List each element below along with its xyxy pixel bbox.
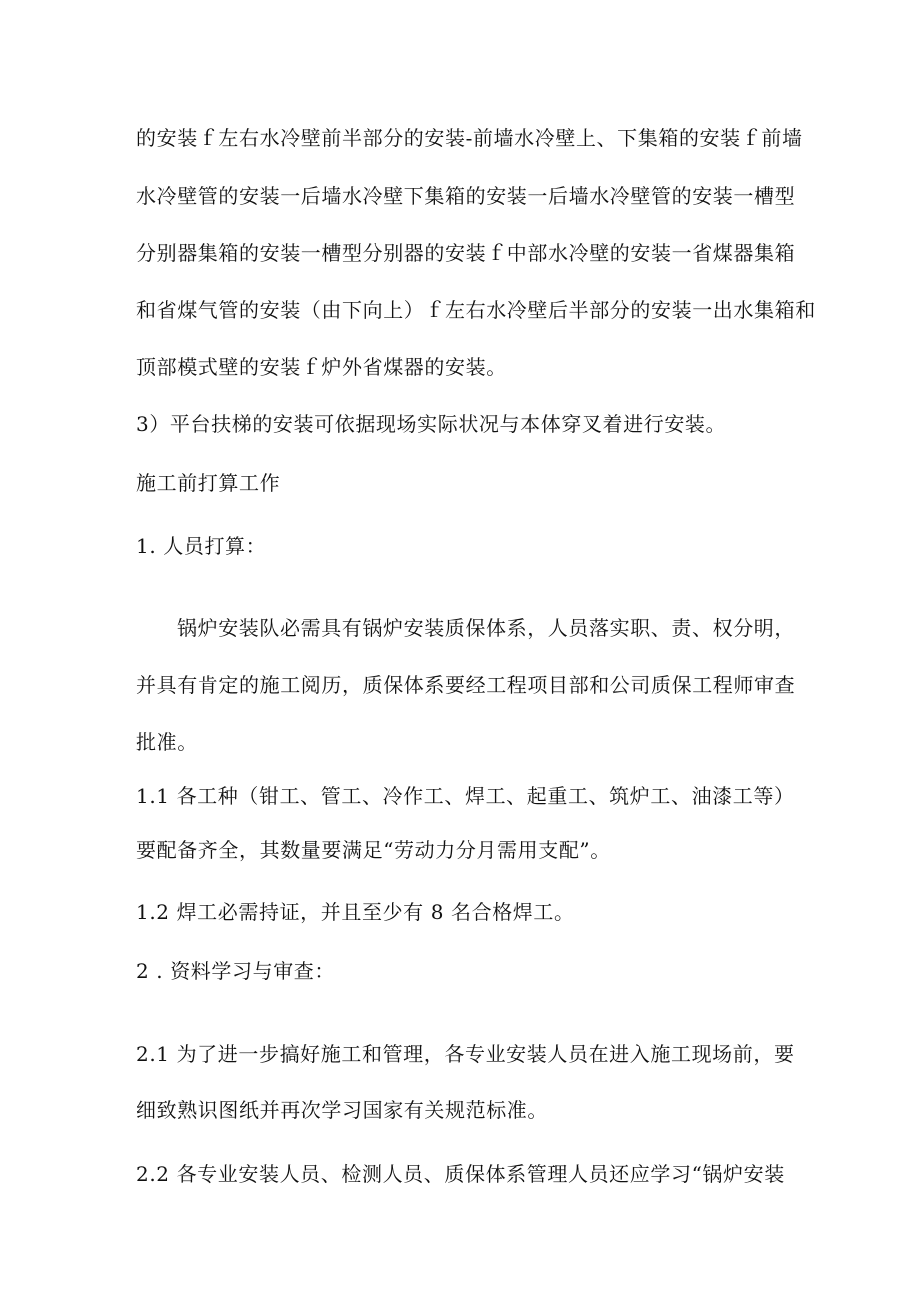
list-item-1-2: 1.2 焊工必需持证，并且至少有 8 名合格焊工。 <box>136 900 575 924</box>
list-item-1-1: 1.1 各工种（钳工、管工、冷作工、焊工、起重工、筑炉工、油漆工等） <box>136 784 795 808</box>
paragraph-line: 水冷壁管的安装一后墙水冷壁下集箱的安装一后墙水冷壁管的安装一槽型 <box>136 184 796 208</box>
paragraph-line: 顶部模式壁的安装ｆ炉外省煤器的安装。 <box>136 355 507 379</box>
list-item-1-1-cont: 要配备齐全，其数量要满足“劳动力分月需用支配”。 <box>136 838 611 862</box>
paragraph-line: 的安装ｆ左右水冷壁前半部分的安装-前墙水冷壁上、下集箱的安装ｆ前墙 <box>136 126 803 150</box>
paragraph-line: 分别器集箱的安装一槽型分别器的安装ｆ中部水冷壁的安装一省煤器集箱 <box>136 241 796 265</box>
list-item-2-1-cont: 细致熟识图纸并再次学习国家有关规范标准。 <box>136 1098 548 1122</box>
list-item-3: 3）平台扶梯的安装可依据现场实际状况与本体穿叉着进行安装。 <box>136 412 727 436</box>
section-title: 施工前打算工作 <box>136 471 281 495</box>
body-line: 锅炉安装队必需具有锅炉安装质保体系，人员落实职、责、权分明， <box>177 616 795 640</box>
subsection-title-personnel: 1. 人员打算： <box>136 534 267 558</box>
list-item-2-1: 2.1 为了进一步搞好施工和管理，各专业安装人员在进入施工现场前，要 <box>136 1042 795 1066</box>
list-item-2-2: 2.2 各专业安装人员、检测人员、质保体系管理人员还应学习“锅炉安装 <box>136 1162 785 1186</box>
paragraph-line: 和省煤气管的安装（由下向上）ｆ左右水冷壁后半部分的安装一出水集箱和 <box>136 298 816 322</box>
body-line: 批准。 <box>136 730 198 754</box>
body-line: 并具有肯定的施工阅历，质保体系要经工程项目部和公司质保工程师审查 <box>136 673 796 697</box>
subsection-title-documents: 2 . 资料学习与审查： <box>136 959 335 983</box>
